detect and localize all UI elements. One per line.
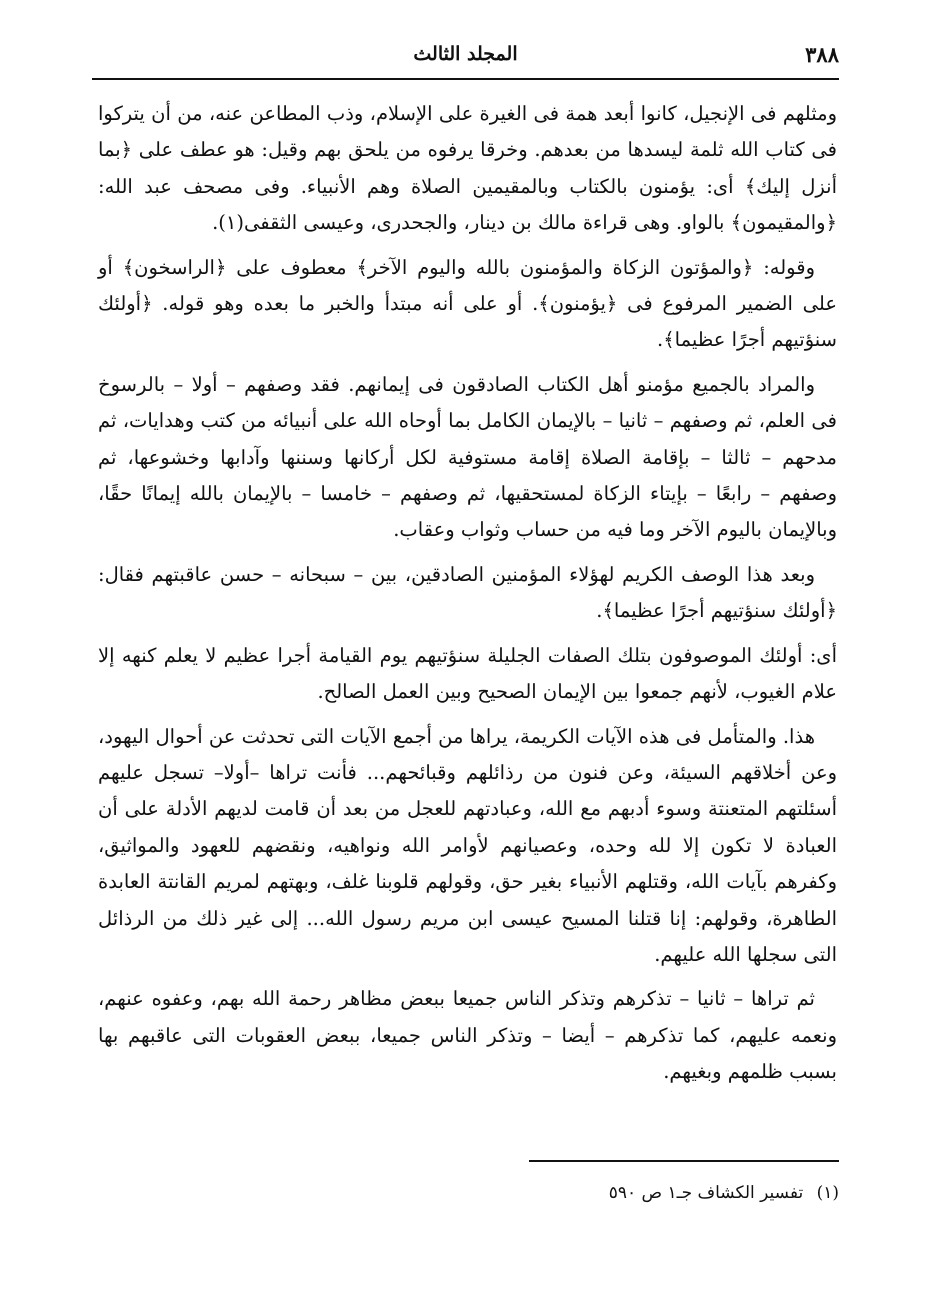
paragraph: ومثلهم فى الإنجيل، كانوا أبعد همة فى الغيرة على الإسلام، وذب المطاعن عنه، من أن يتركوا فى كتاب الله ثلمة ليسدها من بعدهم. وخرقا يرفوه من يلحق بهم وقيل: هو عطف على ﴿بما أنزل إليك﴾ أى: يؤمنون بالكتاب وبالمقيمين الصلاة وهم الأنبياء. وفى مصحف عبد الله: ﴿والمقيمون﴾ بالواو. وهى قراءة مالك بن دينار، والجحدرى، وعيسى الثقفى(١). <box>98 102 837 235</box>
footnote-text: تفسير الكشاف جـ١ ص ٥٩٠ <box>608 1183 804 1203</box>
paragraph: هذا. والمتأمل فى هذه الآيات الكريمة، يراها من أجمع الآيات التى تحدثت عن أحوال اليهود، وعن أخلاقهم السيئة، وعن فنون من رذائلهم وقبائحهم... فأنت تراها –أولا– تسجل عليهم أسئلتهم المتعنتة وسوء أدبهم مع الله، وعبادتهم للعجل من بعد أن قامت لديهم الأدلة على أن العبادة لا تكون إلا لله وحده، وعصيانهم لأوامر الله ونواهيه، ونقضهم للعهود والمواثيق، وكفرهم بآيات الله، وقتلهم الأنبياء بغير حق، وقولهم قلوبنا غلف، وبهتهم لمريم القانتة العابدة الطاهرة، وقولهم: إنا قتلنا المسيح عيسى ابن مريم رسول الله... إلى غير ذلك من الرذائل التى سجلها الله عليهم. <box>98 724 837 966</box>
paragraph: والمراد بالجميع مؤمنو أهل الكتاب الصادقون فى إيمانهم. فقد وصفهم – أولا – بالرسوخ فى العلم، ثم وصفهم – ثانيا – بالإيمان الكامل بما أوحاه الله على أنبيائه من كتب وهدايات، ثم مدحهم – ثالثا – بإقامة الصلاة إقامة مستوفية لكل أركانها وسننها وآدابها وخشوعها، ثم وصفهم – رابعًا – بإيتاء الزكاة لمستحقيها، ثم وصفهم – خامسا – بالإيمان بالله إيمانًا حقًا، وبالإيمان باليوم الآخر وما فيه من حساب وثواب وعقاب. <box>98 372 837 542</box>
footnote-marker: (١) <box>816 1183 839 1203</box>
paragraph: ثم تراها – ثانيا – تذكرهم وتذكر الناس جميعا ببعض مظاهر رحمة الله بهم، وعفوه عنهم، ونعمه عليهم، كما تذكرهم – أيضا – وتذكر الناس جميعا، ببعض العقوبات التى عاقبهم بها بسبب ظلمهم وبغيهم. <box>98 987 837 1084</box>
paragraph: وقوله: ﴿والمؤتون الزكاة والمؤمنون بالله واليوم الآخر﴾ معطوف على ﴿الراسخون﴾ أو على الضمير المرفوع فى ﴿يؤمنون﴾. أو على أنه مبتدأ والخبر ما بعده وهو قوله. ﴿أولئك سنؤتيهم أجرًا عظيما﴾. <box>98 255 837 352</box>
footnote-rule <box>529 1160 839 1162</box>
page-number: ٣٨٨ <box>805 42 839 67</box>
footnote <box>339 1180 839 1206</box>
paragraph: أى: أولئك الموصوفون بتلك الصفات الجليلة سنؤتيهم يوم القيامة أجرا عظيم لا يعلم كنهه إلا علام الغيوب، لأنهم جمعوا بين الإيمان الصحيح وبين العمل الصالح. <box>98 643 837 704</box>
running-title: المجلد الثالث <box>413 43 518 65</box>
main-text <box>98 96 837 1099</box>
paragraph: وبعد هذا الوصف الكريم لهؤلاء المؤمنين الصادقين، بين – سبحانه – حسن عاقبتهم فقال: ﴿أولئك سنؤتيهم أجرًا عظيما﴾. <box>98 562 837 623</box>
page-header <box>92 40 839 76</box>
header-rule <box>92 78 839 80</box>
